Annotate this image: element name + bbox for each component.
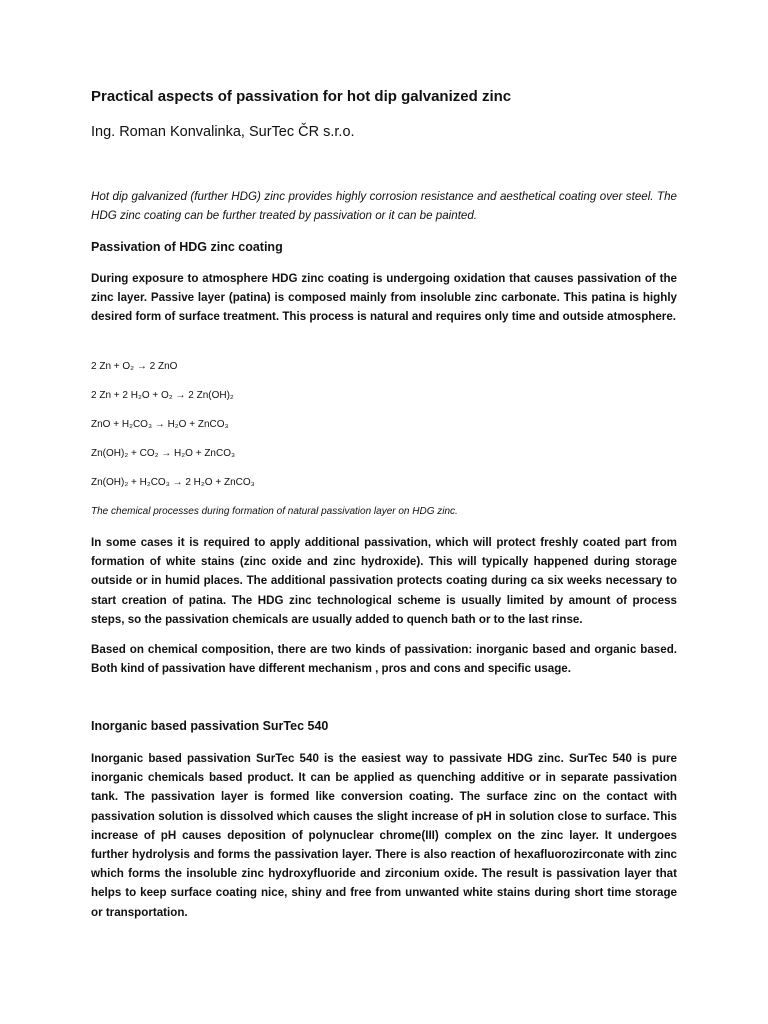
equation-3: ZnO + H₂CO₃ → H₂O + ZnCO₃ bbox=[91, 419, 229, 430]
section1-paragraph-1: During exposure to atmosphere HDG zinc coating is undergoing oxidation that causes passivation of the zinc layer. Passive layer (patina) is composed mainly from insoluble zinc carbonate. This patina is highly desired form of surface treatment. This process is natural and requires only time and outside atmosphere. bbox=[91, 272, 677, 324]
author-line: Ing. Roman Konvalinka, SurTec ČR s.r.o. bbox=[91, 124, 355, 140]
intro-paragraph: Hot dip galvanized (further HDG) zinc provides highly corrosion resistance and aesthetical coating over steel. The HDG zinc coating can be further treated by passivation or it can be painted. bbox=[91, 190, 677, 223]
equation-1: 2 Zn + O₂ → 2 ZnO bbox=[91, 361, 178, 372]
section1-paragraph-2: In some cases it is required to apply additional passivation, which will protect freshly coated part from formation of white stains (zinc oxide and zinc hydroxide). This will typically happened during storage outside or in humid places. The additional passivation protects coating during ca six weeks necessary to start creation of patina. The HDG zinc technological scheme is usually limited by amount of process steps, so the passivation chemicals are usually added to quench bath or to the last rinse. bbox=[91, 536, 677, 626]
section-heading-passivation: Passivation of HDG zinc coating bbox=[91, 240, 283, 254]
section1-paragraph-3: Based on chemical composition, there are two kinds of passivation: inorganic based and organic based. Both kind of passivation have different mechanism , pros and cons and specific usage. bbox=[91, 643, 677, 676]
section-heading-inorganic: Inorganic based passivation SurTec 540 bbox=[91, 719, 329, 733]
equations-caption: The chemical processes during formation of natural passivation layer on HDG zinc. bbox=[91, 506, 458, 517]
equation-4: Zn(OH)₂ + CO₂ → H₂O + ZnCO₃ bbox=[91, 448, 236, 459]
equation-2: 2 Zn + 2 H₂O + O₂ → 2 Zn(OH)₂ bbox=[91, 390, 234, 401]
document-title: Practical aspects of passivation for hot dip galvanized zinc bbox=[91, 88, 512, 105]
equation-5: Zn(OH)₂ + H₂CO₃ → 2 H₂O + ZnCO₃ bbox=[91, 477, 255, 488]
section2-paragraph-1: Inorganic based passivation SurTec 540 is the easiest way to passivate HDG zinc. SurTec 540 is pure inorganic chemicals based product. It can be applied as quenching additive or in separate passivation tank. The passivation layer is formed like conversion coating. The surface zinc on the contact with passivation solution is dissolved which causes the slight increase of pH in solution close to surface. This increase of pH causes deposition of polynuclear chrome(III) complex on the zinc layer. It undergoes further hydrolysis and forms the passivation layer. There is also reaction of hexafluorozirconate with zinc which forms the insoluble zinc hydroxyfluoride and zirconium oxide. The result is passivation layer that helps to keep surface coating nice, shiny and free from unwanted white stains during short time storage or transportation. bbox=[91, 752, 677, 919]
